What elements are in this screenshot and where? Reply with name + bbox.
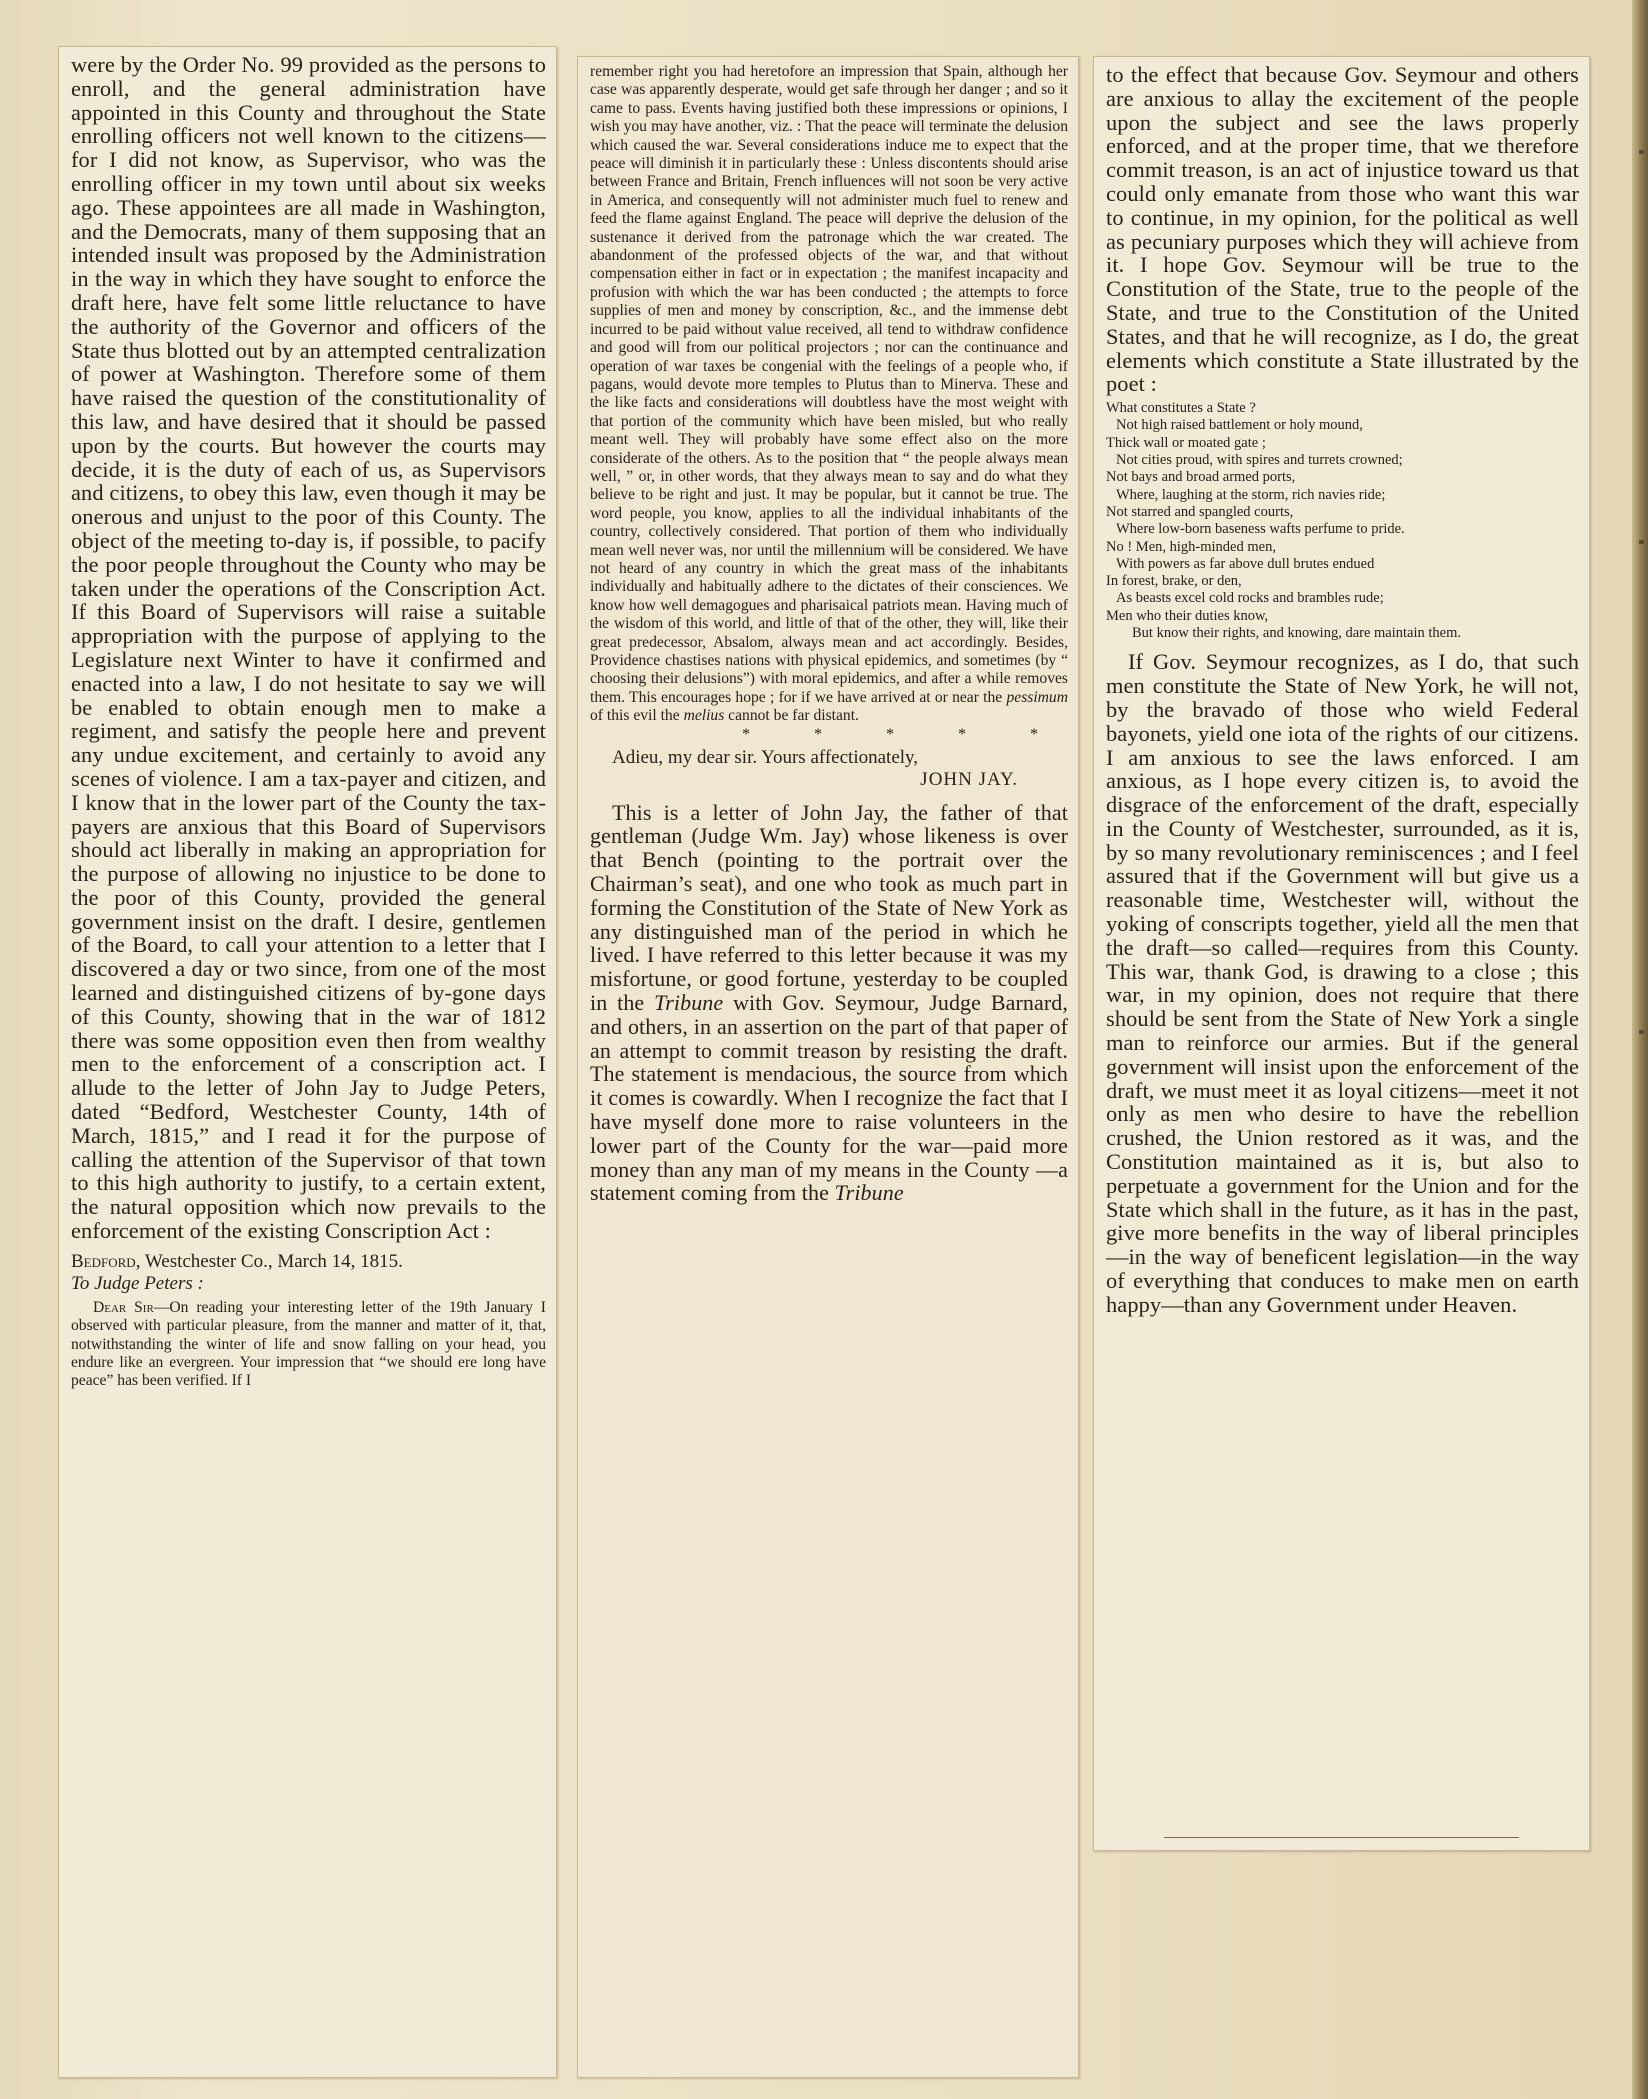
letter-continued — [590, 63, 1068, 726]
latin-word-pessimum: pessimum — [1006, 688, 1068, 706]
clipping-column-3 — [1093, 56, 1590, 1851]
dateline-rest: , Westchester Co., March 14, 1815. — [135, 1250, 403, 1272]
poem-line: With powers as far above dull brutes endued — [1116, 555, 1375, 572]
poem-line: Where low-born baseness wafts perfume to pride. — [1116, 521, 1405, 538]
column1-paragraph: were by the Order No. 99 provided as the persons to enroll, and the general administration have appointed in this County and throughout the State enrolling officers not well known to the citizens—for I did not know, as Supervisor, who was the enrolling officer in my town until about six weeks ago. These appointees are all made in Washington, and the Democrats, many of them supposing that an intended insult was proposed by the Administration in the way in which they have sought to enforce the draft here, have felt some little reluctance to have the authority of the Governor and officers of the State thus blotted out by an attempted centralization of power at Washington. Therefore some of them have raised the question of the constitutionality of this law, and have desired that it should be passed upon by the courts. But however the courts may decide, it is the duty of each of us, as Supervisors and citizens, to obey this law, even though it may be onerous and unjust to the poor of this County. The object of the meeting to-day is, if possible, to pacify the poor people throughout the County who may be taken under the operations of the Conscription Act. If this Board of Supervisors will raise a suitable appropriation with the purpose of applying to the Legislature next Winter to have it confirmed and enacted into a law, I do not hesitate to say we will be enabled to obtain enough men to make a regiment, and satisfy the people here and prevent any undue excitement, and certainly to avoid any scenes of violence. I am a tax-payer and citizen, and I know that in the lower part of the County the tax-payers are anxious that this Board of Supervisors should act liberally in making an appropriation for the purpose of allowing no injustice to be done to the poor of this County, provided the general government insist on the draft. I desire, gentlemen of the Board, to call your attention to a letter that I discovered a day or two since, from one of the most learned and distinguished citizens of by-gone days of this County, showing that in the war of 1812 there was some opposition even then from wealthy men to the enforcement of a conscription act. I allude to the letter of John Jay to Judge Peters, dated “Bedford, Westchester County, 14th of March, 1815,” and I read it for the purpose of calling the attention of the Supervisor of that town to this high authority to justify, to a certain extent, the natural opposition which now prevails to the enforcement of the existing Conscription Act : — [71, 52, 546, 1244]
page-edge-mark — [1639, 540, 1644, 544]
poem-line: Where, laughing at the storm, rich navies ride; — [1116, 486, 1386, 503]
clipping-column-2 — [577, 56, 1079, 2078]
letter-closing: Adieu, my dear sir. Yours affectionately, — [612, 746, 919, 768]
latin-word-melius: melius — [683, 707, 725, 725]
ellipsis-stars: * * * * * — [742, 725, 1068, 743]
commentary-paragraph — [590, 801, 1068, 1206]
page-edge-mark — [1639, 1030, 1644, 1034]
poem-line: Not high raised battlement or holy mound, — [1116, 417, 1363, 434]
poem-line: Not cities proud, with spires and turrets crowned; — [1116, 452, 1403, 469]
poem-line: What constitutes a State ? — [1106, 400, 1256, 417]
poem-line: No ! Men, high-minded men, — [1106, 538, 1276, 555]
letter-salutation: To Judge Peters : — [71, 1272, 204, 1294]
letter-end-text: cannot be far distant. — [724, 707, 859, 725]
clipping-column-1 — [58, 46, 557, 2078]
letter-dateline — [71, 1251, 546, 1273]
column3-paragraph-b: If Gov. Seymour recognizes, as I do, that such men constitute the State of New York, he will not, by the bravado of those who wield Federal bayonets, yield one iota of the rights of our citizens. I am anxious to see the laws enforced. I am anxious, as I hope every citizen is, to avoid the disgrace of the enforcement of the draft, especially in the County of Westchester, surrounded, as it is, by so many revolutionary reminiscences ; and I feel assured that if the Government will but give us a reasonable time, Westchester will, without the yoking of conscripts together, yield all the men that the draft—so called—requires from this County. This war, thank God, is drawing to a close ; this war, in my opinion, does not require that there should be sent from the State of New York a single man to reinforce our armies. But if the general government will insist upon the enforcement of the draft, we must meet it as loyal citizens—meet it not only as men who desire to have the rebellion crushed, the Union restored as it was, and the Constitution maintained as it is, but also to perpetuate a government for the Union and for the State which shall in the future, as it has in the past, give more benefits in the way of liberal principles—in the way of beneficent legislation—in the way of everything that conduces to make men on earth happy—than any Government under Heaven. — [1106, 649, 1579, 1317]
tribune-name-1: Tribune — [654, 990, 724, 1015]
poem-line: But know their rights, and knowing, dare maintain them. — [1132, 625, 1462, 642]
letter-opening-cap: Dear Sir — [93, 1298, 154, 1316]
letter-continued-text: remember right you had heretofore an impression that Spain, although her case was apparently desperate, would get safe through her danger ; and so it came to pass. Events having justified both these impressions or opinions, I wish you may have another, viz. : That the peace will terminate the delusion which caused the war. Several considerations induce me to expect that the peace will diminish it in particularly these : Unless discontents should arise between France and Britain, French influences will not soon be very active in America, and consequently will not administer much fuel to renew and feed the flame against England. The peace will deprive the delusion of the sustenance it derived from the patronage which the war created. The abandonment of the professed objects of the war, and that without compensation either in fact or in expectation ; the manifest incapacity and profusion with which the war has been conducted ; the attempts to force supplies of men and money by conscription, &c., and the immense debt incurred to be paid without value received, all tend to withdraw confidence and good will from our political projectors ; nor can the continuance and operation of war taxes be congenial with the feelings of a people who, if pagans, would devote more temples to Plutus than to Minerva. These and the like facts and considerations will doubtless have the most weight with that portion of the community which have been misled, but who really meant well. They will probably have some effect also on the more considerate of the others. As to the position that “ the people always mean well, ” or, in other words, that they always mean to say and do what they believe to be right and just. It may be popular, but it cannot be true. The word people, you know, applies to all the individual inhabitants of the country, collectively considered. That portion of them who individually mean well never was, nor until the millennium will be considered. We have not heard of any country in which the great mass of the inhabitants individually and habitually adhere to the dictates of their consciences. We know how well demagogues and pharisaical patriots mean. Having much of the wisdom of this world, and little of that of the other, they will, like their great predecessor, Absalom, always mean and act accordingly. Besides, Providence chastises nations with physical epidemics, and sometimes (by “ choosing their delusions”) with moral epidemics, and after a while removes them. This encourages hope ; for if we have arrived at or near the — [590, 63, 1068, 706]
poem-line: In forest, brake, or den, — [1106, 573, 1242, 590]
poem-line: Men who their duties know, — [1106, 607, 1269, 624]
poem-line: Not starred and spangled courts, — [1106, 503, 1294, 520]
divider-rule — [1164, 1837, 1519, 1838]
page-edge — [1632, 0, 1648, 2099]
letter-opening — [71, 1299, 546, 1391]
column3-paragraph-a: to the effect that because Gov. Seymour and others are anxious to allay the excitement of the people upon the subject and see the laws properly enforced, and at the proper time, that we therefore commit treason, is an act of injustice toward us that could only emanate from those who want this war to continue, in my opinion, for the political as well as pecuniary purposes which they will achieve from it. I hope Gov. Seymour will be true to the Constitution of the State, true to the people of the State, and true to the Constitution of the United States, and that he will recognize, as I do, the great elements which constitute a State illustrated by the poet : — [1106, 62, 1579, 397]
letter-opening-text: —On reading your interesting letter of the 19th January I observed with particular pleasure, from the manner and matter of it, that, notwithstanding the winter of life and snow falling on your head, you endure like an evergreen. Your impression that “we should ere long have peace” has been verified. If I — [71, 1298, 546, 1390]
letter-middle-text: of this evil the — [590, 707, 684, 725]
poem-line: Not bays and broad armed ports, — [1106, 469, 1296, 486]
poem — [1106, 400, 1579, 642]
tribune-name-2: Tribune — [834, 1180, 904, 1206]
letter-signature: JOHN JAY. — [920, 768, 1018, 790]
poem-line: Thick wall or moated gate ; — [1106, 434, 1266, 451]
commentary-text-b: with Gov. Seymour, Judge Barnard, and others, in an assertion on the part of that paper of an attempt to commit treason by resisting the draft. The statement is mendacious, the source from which it comes is cowardly. When I recognize the fact that I have myself done more to raise volunteers in the lower part of the County for the war—paid more money than any man of my means in the County —a statement coming from the — [590, 990, 1068, 1206]
commentary-text-a: This is a letter of John Jay, the father of that gentleman (Judge Wm. Jay) whose likeness is over that Bench (pointing to the portrait over the Chairman’s seat), and one who took as much part in forming the Constitution of the State of New York as any distinguished man of the period in which he lived. I have referred to this letter because it was my misfortune, or good fortune, yesterday to be coupled in the — [590, 799, 1068, 1015]
poem-line: As beasts excel cold rocks and brambles rude; — [1116, 590, 1384, 607]
page-edge-mark — [1639, 150, 1644, 154]
dateline-place: Bedford — [71, 1250, 136, 1272]
